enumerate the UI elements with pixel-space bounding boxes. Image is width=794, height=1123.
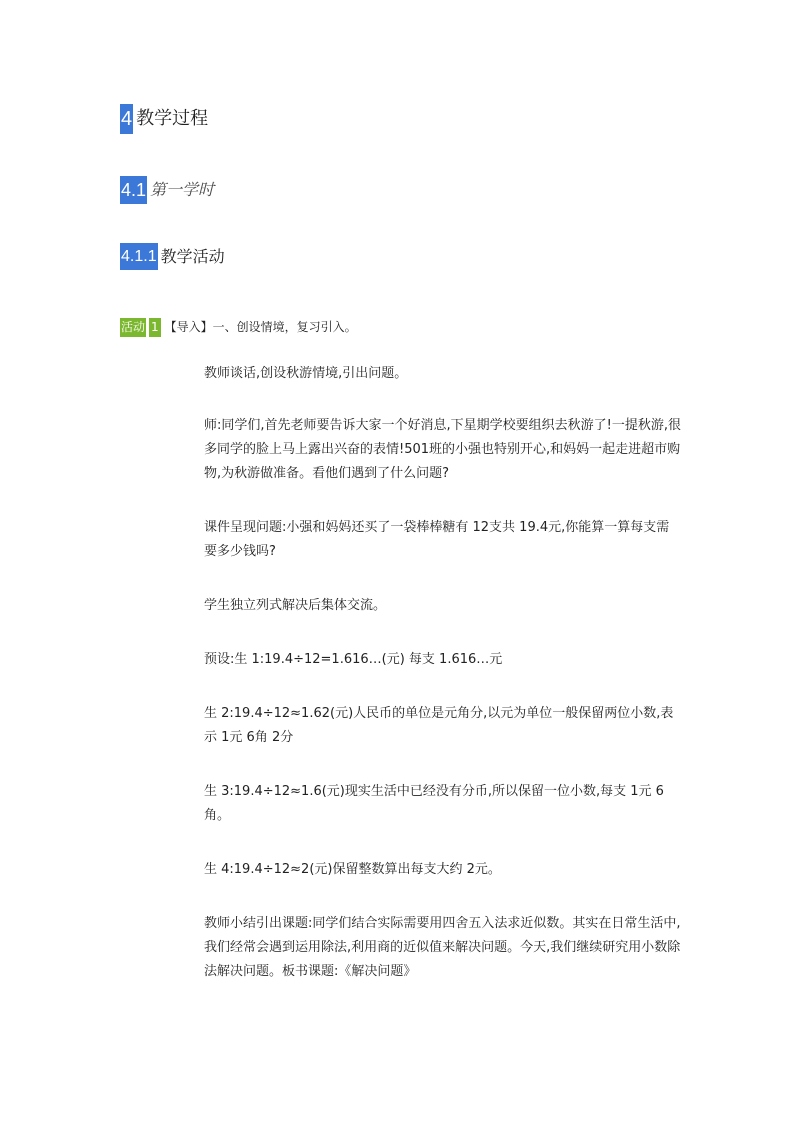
paragraph: 生 4:19.4÷12≈2(元)保留整数算出每支大约 2元。 xyxy=(204,862,501,877)
paragraph: 预设:生 1:19.4÷12=1.616…(元) 每支 1.616…元 xyxy=(204,652,503,667)
section-heading-4-1-1 xyxy=(120,243,225,270)
section-heading-4-1 xyxy=(120,176,214,204)
activity-title: 【导入】一、创设情境，复习引入。 xyxy=(164,320,357,334)
activity-number-badge: 1 xyxy=(149,318,161,337)
paragraph: 师:同学们,首先老师要告诉大家一个好消息,下星期学校要组织去秋游了!一提秋游,很多同学的脸上马上露出兴奋的表情!501班的小强也特别开心,和妈妈一起走进超市购物,为秋游做准备。看他们遇到了什么问题? xyxy=(204,418,681,481)
section-title: 教学过程 xyxy=(136,108,209,129)
paragraph: 课件呈现问题:小强和妈妈还买了一袋棒棒糖有 12支共 19.4元,你能算一算每支需要多少钱吗? xyxy=(204,520,670,559)
section-heading-4 xyxy=(120,104,208,134)
paragraph: 教师小结引出课题:同学们结合实际需要用四舍五入法求近似数。其实在日常生活中,我们经常会遇到运用除法,利用商的近似值来解决问题。今天,我们继续研究用小数除法解决问题。板书课题:《解决问题》 xyxy=(204,916,681,979)
section-title: 第一学时 xyxy=(150,180,215,199)
paragraph: 教师谈话,创设秋游情境,引出问题。 xyxy=(204,366,408,381)
activity-heading xyxy=(120,318,357,337)
section-number-badge: 4 xyxy=(120,104,133,134)
paragraph: 生 2:19.4÷12≈1.62(元)人民币的单位是元角分,以元为单位一般保留两位小数,表示 1元 6角 2分 xyxy=(204,706,674,745)
paragraph: 生 3:19.4÷12≈1.6(元)现实生活中已经没有分币,所以保留一位小数,每支 1元 6角。 xyxy=(204,784,664,823)
activity-badge: 活动 xyxy=(120,318,146,337)
section-title: 教学活动 xyxy=(160,247,225,266)
section-number-badge: 4.1 xyxy=(120,176,147,204)
section-number-badge: 4.1.1 xyxy=(120,243,158,270)
paragraph: 学生独立列式解决后集体交流。 xyxy=(204,598,387,613)
